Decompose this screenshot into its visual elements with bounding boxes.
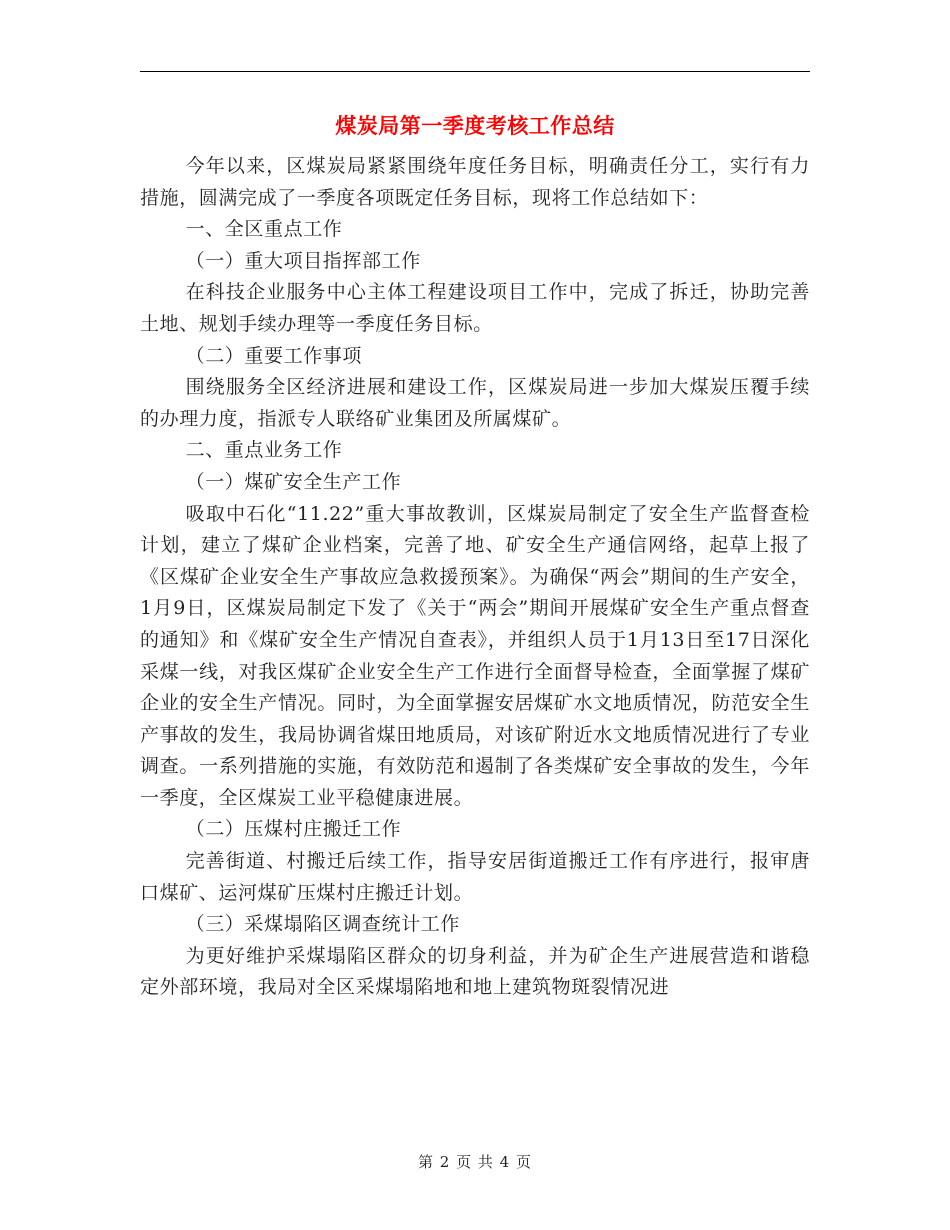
subsection-heading-1-2: （二）重要工作事项 [185,344,362,367]
paragraph-2-1: 吸取中石化“11.22”重大事故教训，区煤炭局制定了安全生产监督查检计划，建立了煤矿企业档案，完善了地、矿安全生产通信网络，起草上报了《区煤矿企业安全生产事故应急救援预案》。为确保“两会”期间的生产安全，1月9日，区煤炭局制定下发了《关于“两会”期间开展煤矿安全生产重点督查的通知》和《煤矿安全生产情况自查表》，并组织人员于1月13日至17日深化采煤一线，对我区煤矿企业安全生产工作进行全面督导检查，全面掌握了煤矿企业的安全生产情况。同时，为全面掌握安居煤矿水文地质情况，防范安全生产事故的发生，我局协调省煤田地质局，对该矿附近水文地质情况进行了专业调查。一系列措施的实施，有效防范和遏制了各类煤矿安全事故的发生，今年一季度，全区煤炭工业平稳健康进展。 [140,502,810,809]
document-body [140,151,810,1004]
subsection-heading-1-1: （一）重大项目指挥部工作 [185,249,421,272]
paragraph-1-1: 在科技企业服务中心主体工程建设项目工作中，完成了拆迁，协助完善土地、规划手续办理等一季度任务目标。 [140,281,810,335]
document-title: 煤炭局第一季度考核工作总结 [335,113,615,138]
header-rule [140,71,810,72]
paragraph-2-2: 完善街道、村搬迁后续工作，指导安居街道搬迁工作有序进行，报审唐口煤矿、运河煤矿压煤村庄搬迁计划。 [140,850,810,904]
subsection-heading-2-2: （二）压煤村庄搬迁工作 [185,818,402,841]
paragraph-intro: 今年以来，区煤炭局紧紧围绕年度任务目标，明确责任分工，实行有力措施，圆满完成了一季度各项既定任务目标，现将工作总结如下： [140,155,810,209]
paragraph-2-3: 为更好维护采煤塌陷区群众的切身利益，并为矿企生产进展营造和谐稳定外部环境，我局对全区采煤塌陷地和地上建筑物斑裂情况进 [140,944,810,999]
page-number-footer: 第 2 页 共 4 页 [418,1153,532,1171]
section-heading-2: 二、重点业务工作 [185,439,343,462]
paragraph-1-2: 围绕服务全区经济进展和建设工作，区煤炭局进一步加大煤炭压覆手续的办理力度，指派专人联络矿业集团及所属煤矿。 [140,376,810,430]
subsection-heading-2-3: （三）采煤塌陷区调查统计工作 [185,913,460,936]
section-heading-1: 一、全区重点工作 [185,218,343,241]
subsection-heading-2-1: （一）煤矿安全生产工作 [185,470,402,493]
